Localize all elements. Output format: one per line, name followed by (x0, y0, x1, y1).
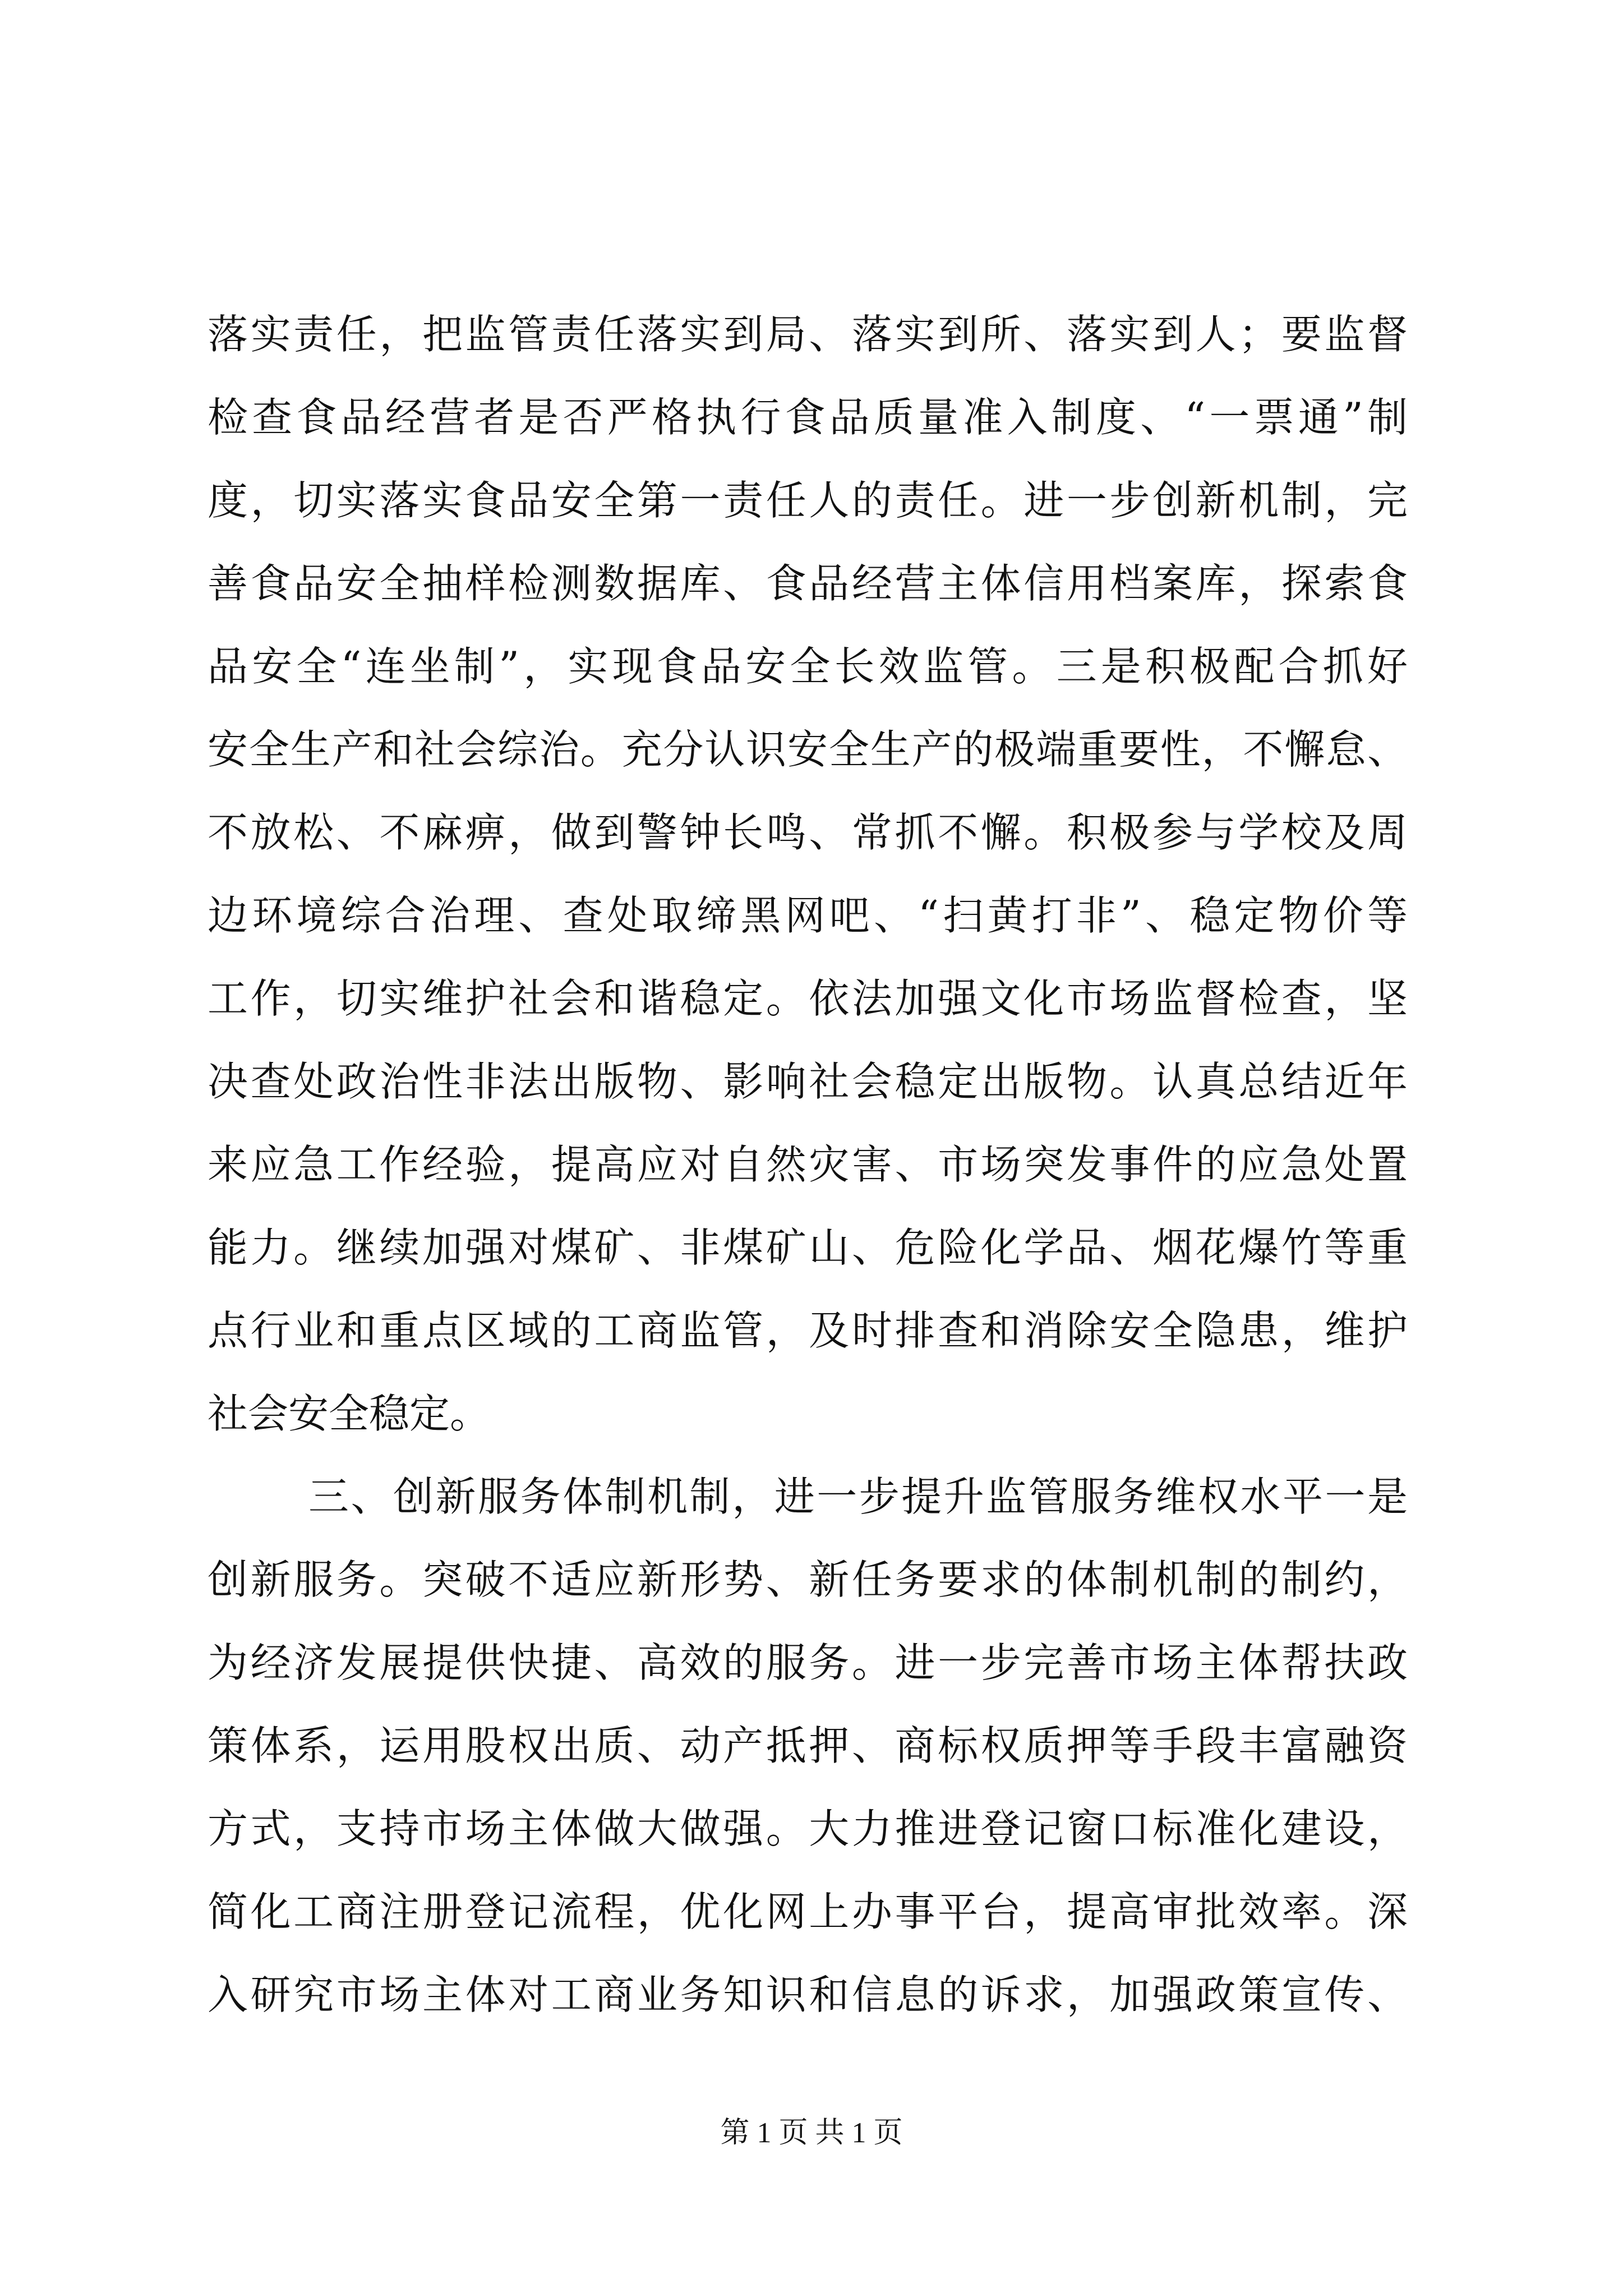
text-line: 来应急工作经验，提高应对自然灾害、市场突发事件的应急处置 (208, 1141, 1408, 1188)
text-line: 落实责任，把监管责任落实到局、落实到所、落实到人；要监督 (208, 311, 1408, 358)
text-line: 度，切实落实食品安全第一责任人的责任。进一步创新机制，完 (208, 477, 1408, 524)
body-text (208, 293, 1408, 2036)
text-line: 决查处政治性非法出版物、影响社会稳定出版物。认真总结近年 (208, 1058, 1408, 1105)
text-line: 善食品安全抽样检测数据库、食品经营主体信用档案库，探索食 (208, 560, 1408, 607)
text-line: 品安全“连坐制”，实现食品安全长效监管。三是积极配合抓好 (208, 643, 1408, 690)
text-line: 不放松、不麻痹，做到警钟长鸣、常抓不懈。积极参与学校及周 (208, 809, 1408, 856)
text-line: 社会安全稳定。 (208, 1390, 491, 1437)
text-line: 点行业和重点区域的工商监管，及时排查和消除安全隐患，维护 (208, 1307, 1408, 1354)
text-line: 能力。继续加强对煤矿、非煤矿山、危险化学品、烟花爆竹等重 (208, 1224, 1408, 1271)
text-line: 安全生产和社会综治。充分认识安全生产的极端重要性，不懈怠、 (208, 726, 1408, 773)
text-line: 简化工商注册登记流程，优化网上办事平台，提高审批效率。深 (208, 1888, 1408, 1935)
text-line: 为经济发展提供快捷、高效的服务。进一步完善市场主体帮扶政 (208, 1639, 1408, 1686)
text-line: 创新服务。突破不适应新形势、新任务要求的体制机制的制约， (208, 1556, 1408, 1603)
text-line: 检查食品经营者是否严格执行食品质量准入制度、“一票通”制 (208, 394, 1408, 441)
section-heading-line: 三、创新服务体制机制，进一步提升监管服务维权水平一是 (308, 1473, 1408, 1520)
text-line: 边环境综合治理、查处取缔黑网吧、“扫黄打非”、稳定物价等 (208, 892, 1408, 939)
page-number-footer: 第 1 页 共 1 页 (720, 2117, 903, 2149)
text-line: 策体系，运用股权出质、动产抵押、商标权质押等手段丰富融资 (208, 1722, 1408, 1769)
text-line: 方式，支持市场主体做大做强。大力推进登记窗口标准化建设， (208, 1805, 1408, 1852)
text-line: 工作，切实维护社会和谐稳定。依法加强文化市场监督检查，坚 (208, 975, 1408, 1022)
text-line: 入研究市场主体对工商业务知识和信息的诉求，加强政策宣传、 (208, 1971, 1408, 2018)
